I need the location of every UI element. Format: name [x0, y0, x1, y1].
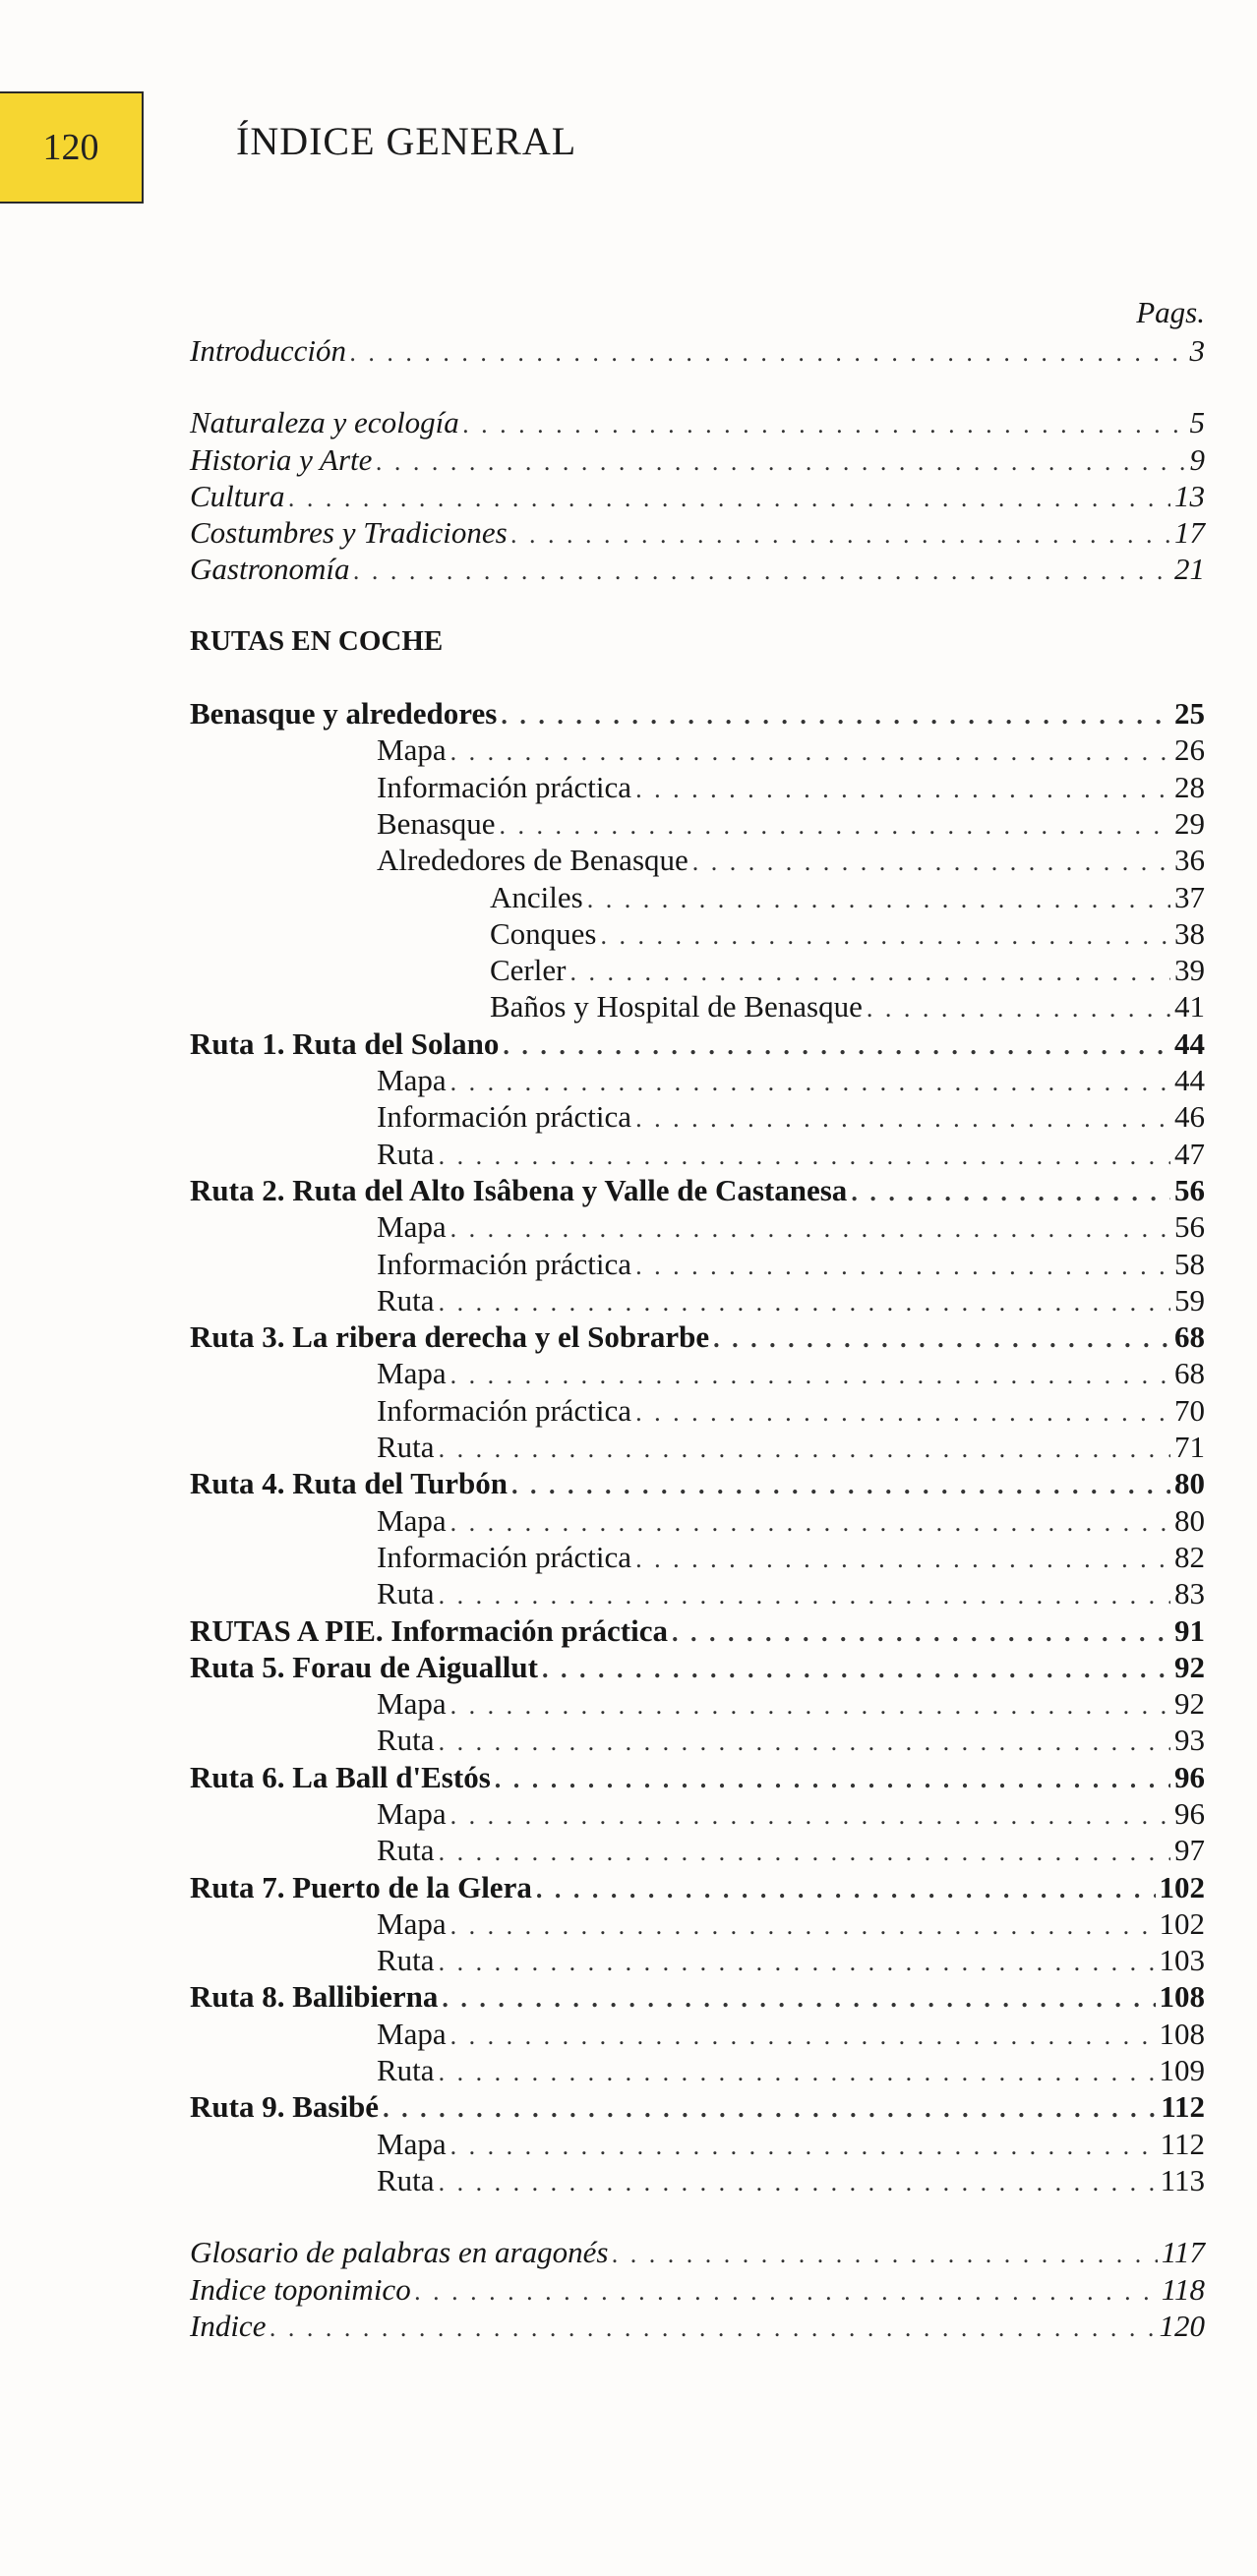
toc-entry-label: Información práctica: [377, 1392, 632, 1428]
toc-entry-label: Ruta: [377, 1576, 435, 1611]
toc-entry: [190, 1685, 1205, 1722]
toc-entry: [190, 1172, 1205, 1208]
dot-leader: [635, 771, 1170, 807]
dot-leader: [450, 1504, 1170, 1541]
toc-entry-label: Indice: [190, 2308, 267, 2343]
dot-leader: [463, 406, 1186, 442]
toc-entry-page: 120: [1159, 2308, 1205, 2343]
toc-entry-page: 83: [1174, 1576, 1205, 1611]
toc-entry-label: Mapa: [377, 1356, 447, 1391]
toc-entry-label: Anciles: [490, 879, 583, 914]
toc-entry-page: 113: [1160, 2162, 1205, 2197]
dot-leader: [439, 1577, 1170, 1613]
toc-entry: [190, 2234, 1205, 2270]
page-number-box: [0, 91, 144, 204]
toc-entry-page: 29: [1174, 805, 1205, 841]
toc-entry-label: Cerler: [490, 953, 567, 988]
dot-leader: [269, 2310, 1155, 2346]
dot-leader: [450, 2018, 1156, 2054]
spacer: [190, 369, 1205, 404]
toc-entry-label: Historia y Arte: [190, 441, 373, 477]
page-number: 120: [42, 127, 99, 168]
toc-entry-page: 68: [1174, 1356, 1205, 1391]
toc-entry-label: Ruta 2. Ruta del Alto Isâbena y Valle de Castanesa: [190, 1172, 848, 1207]
toc-entry-page: 80: [1174, 1502, 1205, 1538]
dot-leader: [635, 1248, 1170, 1284]
toc-entry-label: Información práctica: [377, 1539, 632, 1574]
toc-entry-label: Naturaleza y ecología: [190, 405, 459, 440]
page-title: ÍNDICE GENERAL: [236, 119, 577, 163]
toc-entry-label: Baños y Hospital de Benasque: [490, 989, 863, 1025]
dot-leader: [439, 1724, 1170, 1760]
toc-entry-label: Mapa: [377, 2016, 447, 2051]
toc-entry-page: 102: [1159, 1869, 1205, 1904]
dot-leader: [511, 1467, 1170, 1503]
toc-entry: [190, 1062, 1205, 1098]
spacer: [190, 2198, 1205, 2234]
toc-entry-label: Ruta: [377, 1943, 435, 1978]
toc-entry-page: 5: [1189, 405, 1205, 440]
toc-entry: [190, 1429, 1205, 1465]
toc-entry-page: 56: [1174, 1172, 1205, 1207]
toc-entry-page: 26: [1174, 732, 1205, 768]
toc-entry: [190, 1355, 1205, 1391]
toc-entry-page: 56: [1174, 1209, 1205, 1245]
toc-entry-label: Indice toponimico: [190, 2271, 411, 2307]
toc-entry-page: 13: [1174, 478, 1205, 513]
toc-entry: [190, 805, 1205, 842]
dot-leader: [536, 1871, 1156, 1907]
dot-leader: [501, 697, 1170, 733]
toc-entry-label: Mapa: [377, 1686, 447, 1722]
toc-entry: [190, 1318, 1205, 1355]
dot-leader: [450, 1907, 1156, 1944]
toc-entry: [190, 1025, 1205, 1062]
toc-entry-label: Mapa: [377, 2126, 447, 2161]
toc-entry: [190, 2162, 1205, 2198]
toc-entry: [190, 1722, 1205, 1758]
toc-entry: [190, 1832, 1205, 1868]
routes-list: [190, 695, 1205, 2198]
toc-entry: [190, 988, 1205, 1025]
toc-entry-label: Ruta 6. La Ball d'Estós: [190, 1759, 491, 1794]
toc-entry-page: 112: [1161, 2089, 1205, 2125]
table-of-contents: [190, 293, 1205, 2344]
dot-leader: [439, 1284, 1170, 1320]
toc-entry-label: Mapa: [377, 1502, 447, 1538]
toc-entry-page: 41: [1174, 989, 1205, 1025]
dot-leader: [450, 1357, 1170, 1393]
dot-leader: [439, 2054, 1156, 2090]
dot-leader: [635, 1100, 1170, 1137]
toc-entry-page: 93: [1174, 1723, 1205, 1758]
dot-leader: [601, 917, 1171, 954]
toc-entry: [190, 1465, 1205, 1501]
toc-entry-label: Ruta: [377, 1833, 435, 1868]
toc-entry-label: Cultura: [190, 478, 285, 513]
toc-entry: [190, 551, 1205, 587]
toc-entry-page: 96: [1174, 1759, 1205, 1794]
toc-entry: [190, 1649, 1205, 1685]
pages-column-label: Pags.: [1136, 295, 1205, 329]
toc-entry: [190, 2308, 1205, 2344]
toc-entry-label: Ruta 4. Ruta del Turbón: [190, 1466, 509, 1501]
toc-entry-label: Ruta 3. La ribera derecha y el Sobrarbe: [190, 1319, 710, 1355]
toc-entry-page: 103: [1159, 1943, 1205, 1978]
toc-entry-label: Información práctica: [377, 769, 632, 804]
toc-entry-page: 108: [1159, 2016, 1205, 2051]
toc-entry-label: Introducción: [190, 333, 346, 368]
toc-entry-label: Ruta: [377, 2053, 435, 2088]
dot-leader: [495, 1761, 1170, 1797]
dot-leader: [511, 516, 1170, 553]
toc-entry-label: Mapa: [377, 1795, 447, 1831]
toc-entry-label: Gastronomía: [190, 552, 350, 587]
dot-leader: [450, 733, 1170, 770]
toc-entry: [190, 1612, 1205, 1649]
dot-leader: [692, 844, 1170, 880]
toc-entry-label: Alrededores de Benasque: [377, 843, 688, 878]
toc-entry-label: Mapa: [377, 732, 447, 768]
toc-entry-page: 37: [1174, 879, 1205, 914]
dot-leader: [450, 1064, 1170, 1100]
toc-entry-label: Ruta: [377, 1723, 435, 1758]
toc-entry-page: 58: [1174, 1246, 1205, 1281]
toc-entry-label: Ruta 9. Basibé: [190, 2089, 380, 2125]
toc-entry-label: RUTAS A PIE. Información práctica: [190, 1612, 668, 1648]
toc-entry-page: 47: [1174, 1136, 1205, 1171]
toc-entry-page: 102: [1159, 1905, 1205, 1941]
intro-list: [190, 332, 1205, 369]
spacer: [190, 660, 1205, 695]
toc-entry-page: 9: [1189, 441, 1205, 477]
dot-leader: [635, 1394, 1170, 1431]
toc-entry: [190, 1502, 1205, 1539]
general-list: [190, 404, 1205, 587]
toc-entry: [190, 2052, 1205, 2088]
toc-entry-page: 82: [1174, 1539, 1205, 1574]
dot-leader: [450, 1210, 1170, 1247]
toc-entry-label: Ruta 8. Ballibierna: [190, 1979, 439, 2015]
dot-leader: [450, 1687, 1170, 1724]
toc-entry-label: Información práctica: [377, 1246, 632, 1281]
toc-entry: [190, 1978, 1205, 2015]
dot-leader: [503, 1027, 1170, 1064]
toc-entry: [190, 695, 1205, 732]
spacer: [190, 588, 1205, 623]
toc-entry-label: Costumbres y Tradiciones: [190, 515, 508, 551]
toc-entry: [190, 1759, 1205, 1795]
toc-entry: [190, 404, 1205, 440]
toc-entry: [190, 1136, 1205, 1172]
dot-leader: [439, 2164, 1157, 2200]
dot-leader: [439, 1431, 1170, 1467]
dot-leader: [288, 480, 1170, 516]
toc-entry-label: Ruta 1. Ruta del Solano: [190, 1025, 500, 1061]
toc-entry-page: 36: [1174, 843, 1205, 878]
dot-leader: [376, 443, 1185, 480]
dot-leader: [353, 553, 1170, 589]
toc-entry-label: Ruta: [377, 1282, 435, 1317]
toc-entry-page: 91: [1174, 1612, 1205, 1648]
toc-entry: [190, 1942, 1205, 1978]
toc-entry-page: 59: [1174, 1282, 1205, 1317]
toc-entry-label: Ruta 7. Puerto de la Glera: [190, 1869, 532, 1904]
dot-leader: [439, 1138, 1170, 1174]
toc-entry-label: Ruta: [377, 1430, 435, 1465]
toc-entry-label: Información práctica: [377, 1099, 632, 1135]
toc-entry: [190, 2126, 1205, 2162]
toc-entry-label: Ruta: [377, 1136, 435, 1171]
toc-entry-page: 68: [1174, 1319, 1205, 1355]
dot-leader: [867, 990, 1170, 1026]
toc-entry-page: 28: [1174, 769, 1205, 804]
toc-entry: [190, 2016, 1205, 2052]
toc-entry-page: 21: [1174, 552, 1205, 587]
toc-entry-label: Mapa: [377, 1063, 447, 1098]
toc-entry-page: 3: [1189, 333, 1205, 368]
toc-entry-page: 96: [1174, 1795, 1205, 1831]
toc-entry-page: 80: [1174, 1466, 1205, 1501]
toc-entry: [190, 1098, 1205, 1135]
toc-entry: [190, 769, 1205, 805]
dot-leader: [672, 1614, 1170, 1651]
dot-leader: [542, 1651, 1170, 1687]
toc-entry-label: Glosario de palabras en aragonés: [190, 2235, 609, 2270]
dot-leader: [500, 807, 1170, 844]
toc-entry-label: Benasque: [377, 805, 496, 841]
toc-entry: [190, 952, 1205, 988]
toc-entry: [190, 2088, 1205, 2125]
toc-entry-label: Mapa: [377, 1905, 447, 1941]
dot-leader: [450, 1797, 1170, 1834]
toc-entry: [190, 1282, 1205, 1318]
dot-leader: [635, 1541, 1170, 1577]
toc-entry: [190, 478, 1205, 514]
toc-entry-page: 44: [1174, 1025, 1205, 1061]
toc-entry: [190, 842, 1205, 878]
dot-leader: [450, 2128, 1157, 2164]
toc-entry-page: 39: [1174, 953, 1205, 988]
toc-entry: [190, 332, 1205, 369]
toc-entry-page: 92: [1174, 1686, 1205, 1722]
toc-entry: [190, 732, 1205, 768]
toc-entry-label: Benasque y alrededores: [190, 696, 498, 732]
toc-entry-label: Conques: [490, 915, 597, 951]
toc-entry-page: 71: [1174, 1430, 1205, 1465]
dot-leader: [415, 2273, 1158, 2310]
dot-leader: [569, 954, 1170, 990]
toc-entry: [190, 1575, 1205, 1611]
toc-entry-page: 46: [1174, 1099, 1205, 1135]
toc-entry-page: 70: [1174, 1392, 1205, 1428]
toc-entry-page: 17: [1174, 515, 1205, 551]
toc-entry: [190, 1392, 1205, 1429]
toc-entry-page: 38: [1174, 915, 1205, 951]
toc-entry: [190, 1539, 1205, 1575]
toc-entry-page: 109: [1159, 2053, 1205, 2088]
section-heading-rutas-coche: RUTAS EN COCHE: [190, 624, 444, 657]
dot-leader: [442, 1980, 1155, 2017]
toc-entry-page: 112: [1160, 2126, 1205, 2161]
toc-entry-label: Ruta 5. Forau de Aiguallut: [190, 1649, 538, 1684]
toc-entry: [190, 915, 1205, 952]
dot-leader: [439, 1834, 1170, 1870]
dot-leader: [851, 1174, 1170, 1210]
toc-entry: [190, 1795, 1205, 1832]
toc-entry: [190, 514, 1205, 551]
toc-entry-page: 25: [1174, 696, 1205, 732]
toc-entry: [190, 441, 1205, 478]
toc-entry-label: Mapa: [377, 1209, 447, 1245]
dot-leader: [587, 881, 1170, 917]
dot-leader: [713, 1320, 1170, 1357]
toc-entry-label: Ruta: [377, 2162, 435, 2197]
toc-entry-page: 97: [1174, 1833, 1205, 1868]
toc-entry-page: 118: [1161, 2271, 1205, 2307]
appendix-list: [190, 2234, 1205, 2344]
toc-entry: [190, 1869, 1205, 1905]
toc-entry: [190, 1208, 1205, 1245]
toc-entry-page: 92: [1174, 1649, 1205, 1684]
toc-entry-page: 108: [1159, 1979, 1205, 2015]
toc-entry: [190, 1246, 1205, 1282]
dot-leader: [612, 2236, 1157, 2272]
toc-entry: [190, 2271, 1205, 2308]
toc-entry: [190, 879, 1205, 915]
dot-leader: [383, 2090, 1157, 2127]
dot-leader: [439, 1944, 1156, 1980]
dot-leader: [350, 334, 1186, 371]
toc-entry-page: 44: [1174, 1063, 1205, 1098]
toc-entry-page: 117: [1161, 2235, 1205, 2270]
toc-entry: [190, 1905, 1205, 1942]
